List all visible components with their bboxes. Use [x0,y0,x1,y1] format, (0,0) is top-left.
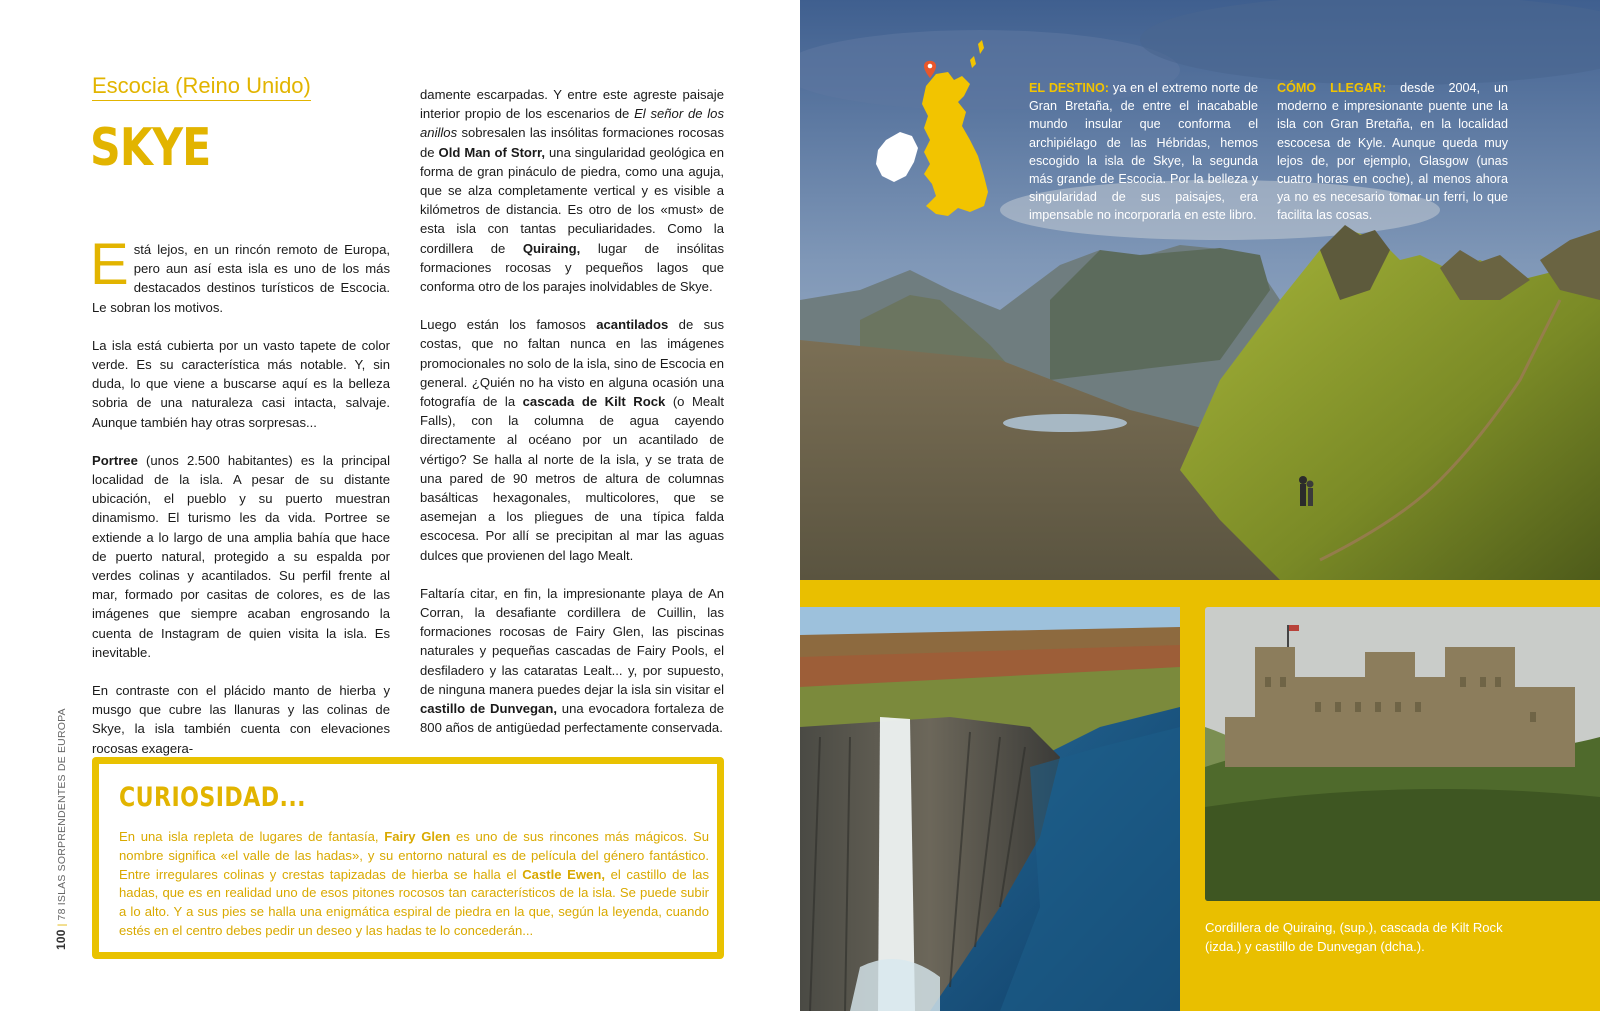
curiosity-text-part: En una isla repleta de lugares de fantasía, [119,829,385,844]
photo-caption: Cordillera de Quiraing, (sup.), cascada de Kilt Rock (izda.) y castillo de Dunvegan (dcha.). [1205,920,1503,954]
info-label: EL DESTINO: [1029,81,1109,95]
curiosity-box [92,757,724,959]
curiosity-text [119,828,709,941]
bold-term: cascada de Kilt Rock [522,394,666,410]
info-text: ya en el extremo norte de Gran Bretaña, de entre el inacabable mundo insular que conforma el archipiélago de las Hébridas, hemos escogido la isla de Skye, la segunda más grande de Escocia. Por la belleza y singularidad de sus paisajes, era impensable no incorporarla en este libro. [1029,81,1258,223]
paragraph-text: (unos 2.500 habitantes) es la principal localidad de la isla. A pesar de su distante ubicación, el pueblo y su puerto muestran dinamismo. El turismo les da vida. Portree se extiende a lo largo de una amplia bahía que hace de puerto natural, protegido a su espalda por verdes colinas y acantilados. Su perfil frente al mar, formado por casitas de colores, es de las imágenes que siempre acaban engrosando la cuenta de Instagram de quien visita la isla. Es inevitable. [92,452,390,660]
paragraph-text: damente escarpadas. Y entre este agreste paisaje interior propio de los escenarios de [420,87,724,122]
right-page [800,0,1600,1011]
bold-term: castillo de Dunvegan, [420,701,557,717]
paragraph [420,315,724,565]
paragraph-text: sobresalen las insólitas formaciones rocosas de [420,125,724,160]
drop-cap: E [90,232,129,297]
paragraph [420,584,724,738]
italic-title: El señor de los anillos [420,106,724,141]
bold-term: Fairy Glen [384,829,451,844]
paragraph: En contraste con el plácido manto de hierba y musgo que cubre las llanuras y las colinas de Skye, la isla también cuenta con elevaciones rocosas exagera- [92,683,390,756]
curiosity-title: CURIOSIDAD... [119,782,306,813]
paragraph-text: una evocadora fortaleza de 800 años de antigüedad perfectamente conservada. [420,701,724,736]
paragraph [90,232,390,317]
book-title: 78 ISLAS SORPRENDENTES DE EUROPA [56,708,68,921]
curiosity-text-part: el castillo de las hadas, que es en realidad uno de esos pitones rocosos tan característicos de la isla. Se puede subir a lo alto. Y a sus pies se halla una enigmática espiral de piedra en la que, según la leyenda, cuando estés en el centro debes pedir un deseo y las hadas te lo concederán... [119,866,709,938]
folio [54,708,68,950]
paragraph [92,451,390,662]
info-destino [1029,79,1258,225]
paragraph-text: una singularidad geológica en forma de gran pináculo de piedra, como una aguja, que se alza completamente vertical y es visible a kilómetros de distancia. Es otro de los «must» de esta isla con tantas peculiaridades. Como la cordillera de [420,144,724,256]
paragraph-text: Faltaría citar, en fin, la impresionante playa de An Corran, la desafiante cordillera de Cuillin, las formaciones rocosas de Fairy Glen, las piscinas naturales y pequeñas cascadas de Fairy Pools, el desfiladero y las cataratas Lealt... y, por supuesto, de ninguna manera puedes dejar la isla sin visitar el [420,585,724,697]
location-pin-icon [924,61,936,78]
kilt-rock-photo [800,607,1180,1011]
paragraph: La isla está cubierta por un vasto tapete de color verde. Es su característica más notable. Y, sin duda, lo que viene a buscarse aquí es la belleza sobria de una naturaleza casi intacta, salvaje. Aunque también hay otras sorpresas... [92,337,390,430]
info-como-llegar [1277,79,1508,225]
dunvegan-castle-photo [1205,607,1600,901]
paragraph-text: Luego están los famosos [420,317,597,333]
text-column-1 [90,232,390,777]
uk-ireland-map [866,36,1002,228]
region-subtitle: Escocia (Reino Unido) [92,73,311,101]
bold-term: Portree [92,452,138,468]
paragraph-text: (o Mealt Falls), con la columna de agua cayendo directamente al océano por un acantilado de vértigo? Se halla al norte de la isla, y se trata de una pared de 90 metros de altura de columnas basálticas hexagonales, multicolores, que se asemejan a los pliegues de una típica falda escocesa. Por allí se precipitan al mar las aguas dulces que provienen del lago Mealt. [420,394,724,563]
bold-term: Quiraing, [522,240,581,256]
paragraph-text: lugar de insólitas formaciones rocosas y pequeños lagos que conforma otro de los parajes inolvidables de Skye. [420,240,724,295]
info-label: CÓMO LLEGAR: [1277,81,1387,95]
paragraph-text: de sus costas, que no faltan nunca en las imágenes promocionales no solo de la isla, sino de Escocia en general. ¿Quién no ha visto en alguna ocasión una fotografía de la [420,317,725,410]
bold-term: acantilados [596,317,669,333]
bold-term: Old Man of Storr, [438,144,546,160]
page-number: 100 [54,929,68,950]
page-title: SKYE [90,118,211,178]
paragraph [420,85,724,296]
paragraph-text: stá lejos, en un rincón remoto de Europa, pero aun así esta isla es uno de los más destacados destinos turísticos de Escocia. Le sobran los motivos. [92,242,390,315]
info-text: desde 2004, un moderno e impresionante puente une la isla con Gran Bretaña, en la localidad escocesa de Kyle. Aunque queda muy lejos de, por ejemplo, Glasgow (unas cuatro horas en coche), al menos ahora ya no es necesario tomar un ferri, lo que facilita las cosas. [1277,81,1508,223]
text-column-2 [420,85,724,757]
curiosity-text-part: es uno de sus rincones más mágicos. Su nombre significa «el valle de las hadas», y su entorno natural es de película del género fantástico. Entre irregulares colinas y crestas tapizadas de hierba se halla el [119,829,709,882]
bold-term: Castle Ewen, [522,866,605,882]
folio-separator: | [56,923,68,927]
